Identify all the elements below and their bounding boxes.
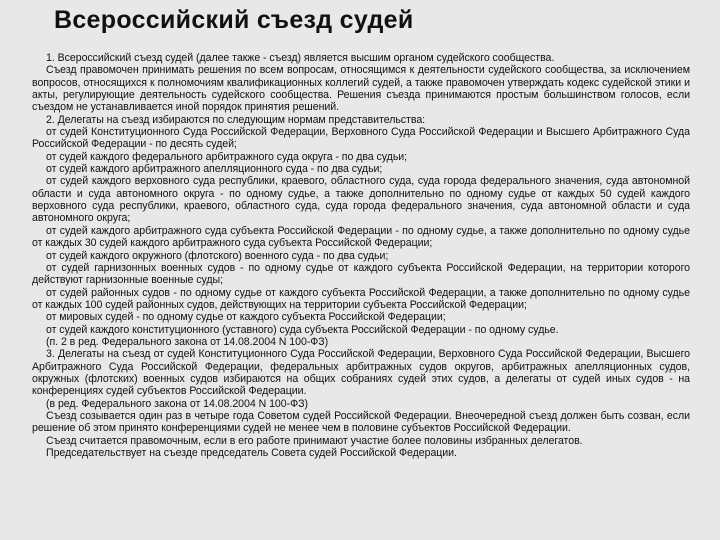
paragraph: от судей Конституционного Суда Российской Федерации, Верховного Суда Российской Федерации и Высшего Арбитражного Суда Российской Федерации - по десять судей; (32, 126, 690, 151)
paragraph: Съезд считается правомочным, если в его работе принимают участие более половины избранных делегатов. (46, 434, 583, 447)
paragraph: (в ред. Федерального закона от 14.08.2004 N 100-ФЗ) (46, 397, 308, 410)
paragraph: от судей гарнизонных военных судов - по одному судье от каждого субъекта Российской Федерации, на территории которого действуют гарнизонные военные суды; (32, 261, 690, 287)
paragraph: от судей районных судов - по одному судье от каждого субъекта Российской Федерации, а также дополнительно по одному судье от каждых 100 судей районных судов, действующих на территории субъекта Российской Федерации; (32, 286, 690, 311)
paragraph: Съезд правомочен принимать решения по всем вопросам, относящимся к деятельности судейского сообщества, за исключением вопросов, относящихся к полномочиям квалификационных коллегий судей, а также правомочен утверждать кодекс судейской этики и акты, регулирующие деятельность судейского сообщества. Решения съезда принимаются простым большинством голосов, если съездом не устанавливается иной порядок принятия решений. (32, 64, 690, 114)
paragraph: от судей каждого федерального арбитражного суда округа - по два судьи; (46, 150, 408, 163)
paragraph: Съезд созывается один раз в четыре года Советом судей Российской Федерации. Внеочередной съезд должен быть созван, если решение об этом принято конференциями судей не менее чем в половине субъектов Российской Федерации. (32, 409, 690, 435)
paragraph: от судей каждого арбитражного суда субъекта Российской Федерации - по одному судье, а также дополнительно по одному судье от каждых 30 судей каждого арбитражного суда субъекта Российской Федерации; (32, 224, 690, 250)
paragraph: Председательствует на съезде председатель Совета судей Российской Федерации. (46, 447, 457, 459)
paragraph: от судей каждого окружного (флотского) военного суда - по два судьи; (46, 249, 389, 262)
paragraph: (п. 2 в ред. Федерального закона от 14.08.2004 N 100-ФЗ) (46, 335, 329, 348)
paragraph: 2. Делегаты на съезд избираются по следующим нормам представительства: (46, 113, 426, 126)
paragraph: от судей каждого арбитражного апелляционного суда - по два судьи; (46, 163, 383, 176)
paragraph: от мировых судей - по одному судье от каждого субъекта Российской Федерации; (46, 311, 446, 324)
slide-title: Всероссийский съезд судей (54, 6, 414, 34)
paragraph: от судей каждого верховного суда республики, краевого, областного суда, суда города федерального значения, суда автономной области и суда автономного округа - по одному судье, а также дополнительно по одному судье от каждых 50 судей каждого верховного суда республики, краевого, областного суда, суда города федерального значения, суда автономной области и суда автономного округа; (32, 175, 690, 225)
paragraph: 3. Делегаты на съезд от судей Конституционного Суда Российской Федерации, Верховного Суда Российской Федерации, Высшего Арбитражного Суда Российской Федерации, федеральных арбитражных судов округов, арбитражных апелляционных судов, окружных (флотских) военных судов избираются на общих собраниях судей этих судов, а делегаты от судей иных судов - на конференциях судей субъектов Российской Федерации. (32, 348, 690, 398)
slide-body (32, 52, 690, 459)
paragraph: 1. Всероссийский съезд судей (далее также - съезд) является высшим органом судейского сообщества. (46, 52, 555, 64)
paragraph: от судей каждого конституционного (уставного) суда субъекта Российской Федерации - по одному судье. (46, 323, 559, 336)
